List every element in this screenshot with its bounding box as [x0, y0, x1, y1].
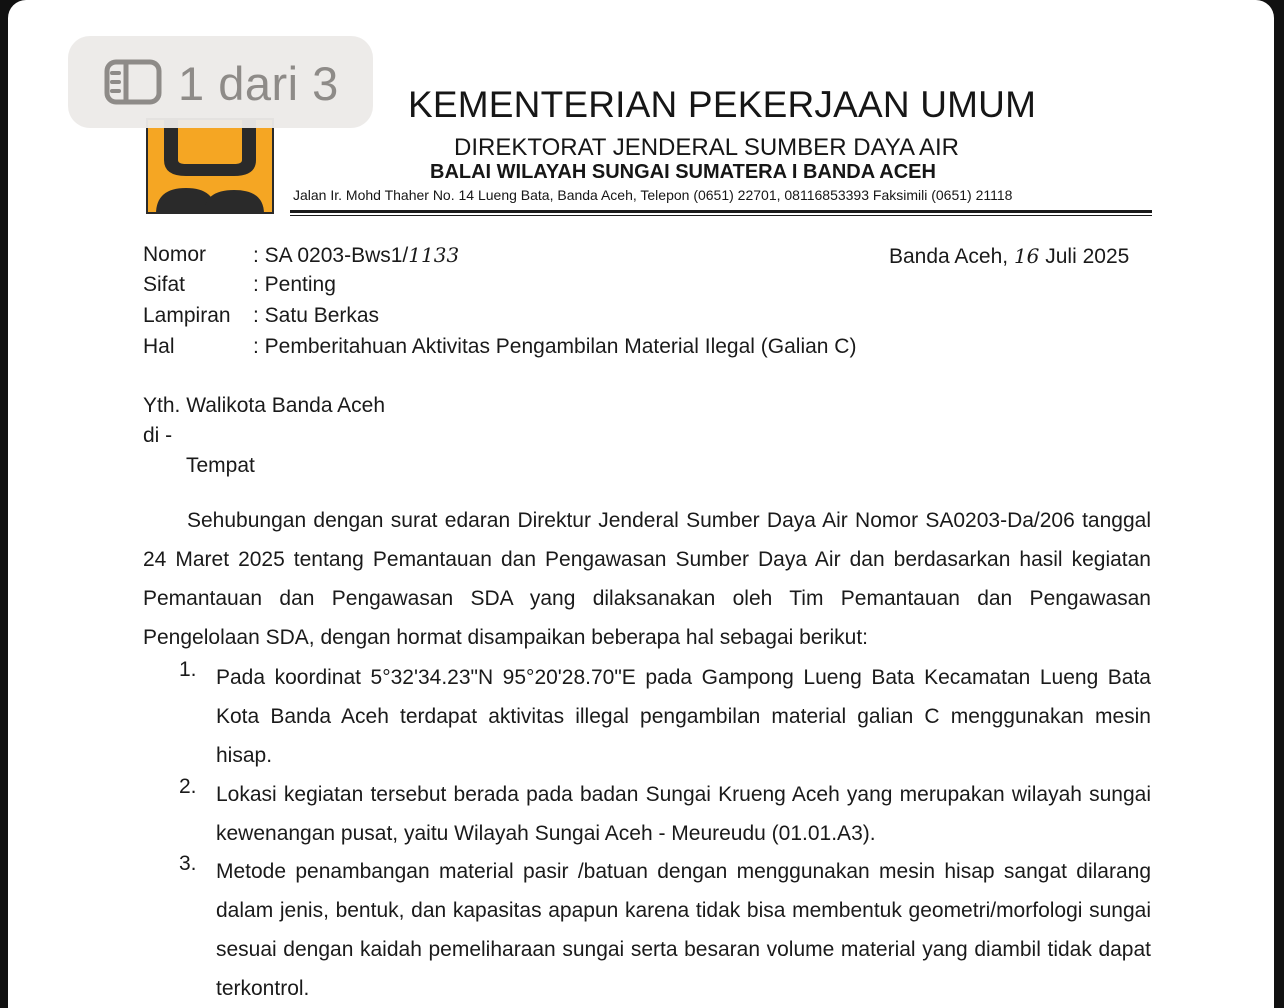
letterhead-ministry: KEMENTERIAN PEKERJAAN UMUM	[408, 84, 1037, 125]
document-page	[8, 0, 1274, 1008]
pu-logo	[146, 118, 274, 214]
list-item-text: Metode penambangan material pasir /batuan dengan menggunakan mesin hisap sangat dilarang dalam jenis, bentuk, dan kapasitas apapun karena tidak bisa membentuk geometri/morfologi sungai sesuai dengan kaidah pemeliharaan sungai serta besaran volume material yang diambil tidak dapat terkontrol.	[216, 860, 1151, 1000]
sifat-value: : Penting	[253, 273, 336, 296]
hal-label: Hal	[143, 335, 175, 358]
page-indicator[interactable]	[68, 36, 373, 128]
letterhead-address: Jalan Ir. Mohd Thaher No. 14 Lueng Bata, Banda Aceh, Telepon (0651) 22701, 08116853393 Faksimili (0651) 21118	[293, 187, 1013, 203]
date-handwritten: 16	[1013, 244, 1040, 268]
recipient-place: Tempat	[186, 454, 255, 477]
sidebar-panel-icon[interactable]	[104, 59, 162, 105]
list-item-number: 3.	[179, 852, 197, 875]
lampiran-label: Lampiran	[143, 304, 231, 327]
nomor-label: Nomor	[143, 243, 207, 266]
letterhead-rule-thin	[290, 215, 1152, 216]
letterhead-office: BALAI WILAYAH SUNGAI SUMATERA I BANDA ACEH	[430, 161, 936, 183]
recipient-name: Yth. Walikota Banda Aceh	[143, 394, 386, 417]
intro-paragraph: Sehubungan dengan surat edaran Direktur Jenderal Sumber Daya Air Nomor SA0203-Da/206 tanggal 24 Maret 2025 tentang Pemantauan dan Pengawasan Sumber Daya Air dan berdasarkan hasil kegiatan Pemantauan dan Pengawasan SDA yang dilaksanakan oleh Tim Pemantauan dan Pengawasan Pengelolaan SDA, dengan hormat disampaikan beberapa hal sebagai berikut:	[143, 509, 1151, 649]
lampiran-value: : Satu Berkas	[253, 304, 380, 327]
sifat-label: Sifat	[143, 273, 186, 296]
list-item-text: Pada koordinat 5°32'34.23"N 95°20'28.70"E pada Gampong Lueng Bata Kecamatan Lueng Bata Kota Banda Aceh terdapat aktivitas illegal pengambilan material galian C menggunakan mesin hisap.	[216, 666, 1151, 767]
hal-value: : Pemberitahuan Aktivitas Pengambilan Material Ilegal (Galian C)	[253, 335, 857, 358]
letterhead-directorate: DIREKTORAT JENDERAL SUMBER DAYA AIR	[454, 134, 960, 161]
letter-date: Banda Aceh, 16 Juli 2025	[889, 244, 1130, 268]
recipient-di: di -	[143, 424, 173, 447]
list-item-number: 2.	[179, 775, 197, 798]
list-item-text: Lokasi kegiatan tersebut berada pada badan Sungai Krueng Aceh yang merupakan wilayah sungai kewenangan pusat, yaitu Wilayah Sungai Aceh - Meureudu (01.01.A3).	[216, 783, 1151, 845]
letterhead-rule	[290, 210, 1152, 213]
list-item-number: 1.	[179, 658, 197, 681]
nomor-handwritten: 1133	[408, 243, 460, 267]
page-indicator-label: 1 dari 3	[178, 57, 339, 110]
nomor-value: : SA 0203-Bws1/1133	[253, 243, 460, 267]
